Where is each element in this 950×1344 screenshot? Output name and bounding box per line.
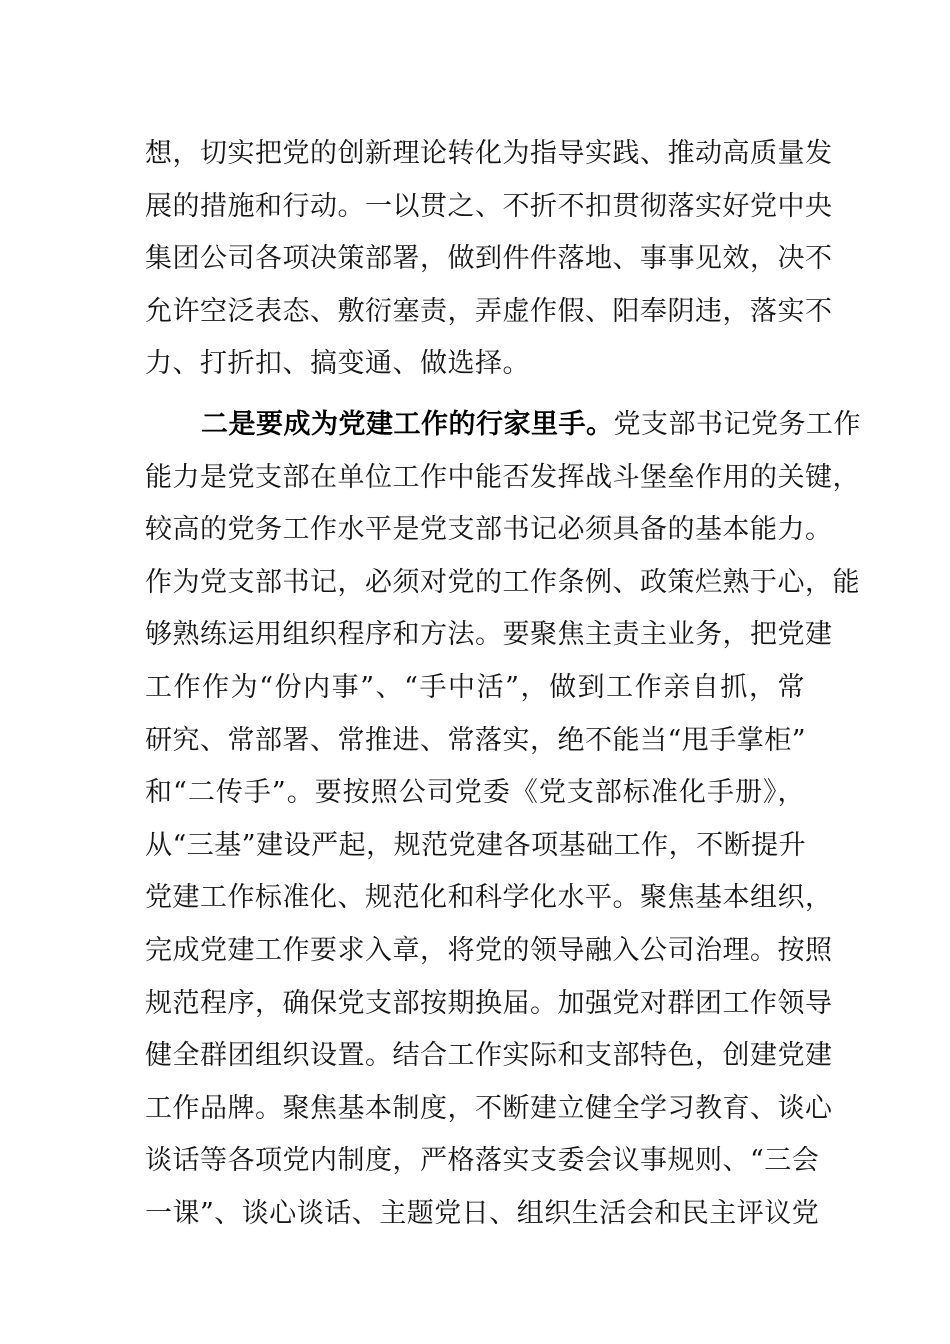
paragraph-first-line-rest: 党支部书记党务工作 [613,408,861,440]
text-line: 健全群团组织设置。结合工作实际和支部特色，创建党建 [145,1040,833,1072]
text-line: 完成党建工作要求入章，将党的领导融入公司治理。按照 [145,934,833,966]
paragraph-2 [145,399,861,1241]
text-line: 力、打折扣、搞变通、做选择。 [145,348,530,380]
text-line: 研究、常部署、常推进、常落实，绝不能当“甩手掌柜” [145,724,807,756]
paragraph-first-line [145,399,861,452]
text-line: 党建工作标准化、规范化和科学化水平。聚焦基本组织， [145,882,833,914]
text-line: 和“二传手”。要按照公司党委《党支部标准化手册》， [145,777,805,809]
text-line: 能力是党支部在单位工作中能否发挥战斗堡垒作用的关键， [145,461,860,493]
text-line: 工作作为“份内事”、“手中活”，做到工作亲自抓，常 [145,671,805,703]
text-line: 展的措施和行动。一以贯之、不折不扣贯彻落实好党中央 [145,190,833,222]
text-line: 够熟练运用组织程序和方法。要聚焦主责主业务，把党建 [145,619,833,651]
text-line: 一课”、谈心谈话、主题党日、组织生活会和民主评议党 [145,1197,820,1229]
text-line: 允许空泛表态、敷衍塞责，弄虚作假、阳奉阴违，落实不 [145,295,833,327]
text-line: 集团公司各项决策部署，做到件件落地、事事见效，决不 [145,243,833,275]
text-line: 作为党支部书记，必须对党的工作条例、政策烂熟于心，能 [145,566,860,598]
text-line: 从“三基”建设严起，规范党建各项基础工作，不断提升 [145,829,807,861]
paragraph-heading: 二是要成为党建工作的行家里手。 [201,408,614,440]
text-line: 想，切实把党的创新理论转化为指导实践、推动高质量发 [145,138,833,169]
text-line: 规范程序，确保党支部按期换届。加强党对群团工作领导 [145,987,833,1019]
text-line: 谈话等各项党内制度，严格落实支委会议事规则、“三会 [145,1145,820,1177]
paragraph-1 [145,128,833,391]
document-body [145,128,861,1240]
text-line: 较高的党务工作水平是党支部书记必须具备的基本能力。 [145,514,833,546]
text-line: 工作品牌。聚焦基本制度，不断建立健全学习教育、谈心 [145,1092,833,1124]
